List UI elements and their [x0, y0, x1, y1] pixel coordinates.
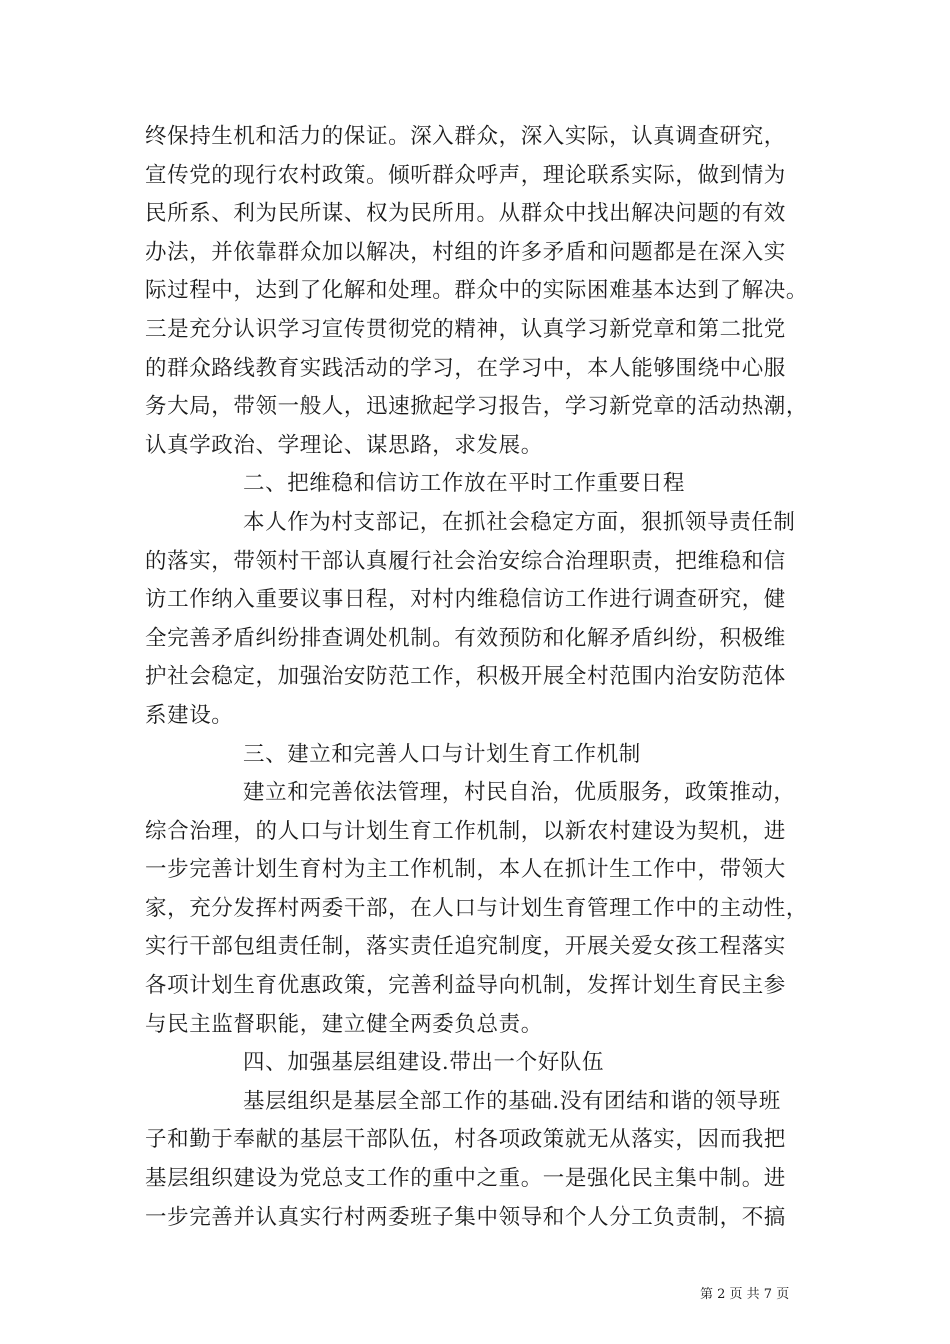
text-line: 各项计划生育优惠政策，完善利益导向机制，发挥计划生育民主参: [145, 973, 786, 999]
text-line: 全完善矛盾纠纷排查调处机制。有效预防和化解矛盾纠纷，积极维: [145, 625, 786, 651]
paragraph-first-line: 本人作为村支部记，在抓社会稳定方面，狠抓领导责任制: [243, 509, 796, 535]
text-line: 家，充分发挥村两委干部，在人口与计划生育管理工作中的主动性，: [145, 895, 809, 921]
paragraph-first-line: 基层组织是基层全部工作的基础.没有团结和谐的领导班: [243, 1088, 781, 1114]
text-line: 与民主监督职能，建立健全两委负总责。: [145, 1011, 543, 1037]
text-line: 一步完善计划生育村为主工作机制，本人在抓计生工作中，带领大: [145, 857, 786, 883]
text-line: 一步完善并认真实行村两委班子集中领导和个人分工负责制，不搞: [145, 1204, 786, 1230]
section-heading-4: 四、加强基层组建设.带出一个好队伍: [243, 1050, 605, 1076]
section-heading-3: 三、建立和完善人口与计划生育工作机制: [243, 741, 641, 767]
text-line: 的落实，带领村干部认真履行社会治安综合治理职责，把维稳和信: [145, 548, 786, 574]
text-line: 宣传党的现行农村政策。倾听群众呼声，理论联系实际，做到情为: [145, 162, 786, 188]
text-line: 民所系、利为民所谋、权为民所用。从群众中找出解决问题的有效: [145, 201, 786, 227]
text-line: 护社会稳定，加强治安防范工作，积极开展全村范围内治安防范体: [145, 664, 786, 690]
text-line: 的群众路线教育实践活动的学习，在学习中，本人能够围绕中心服: [145, 355, 786, 381]
text-line: 基层组织建设为党总支工作的重中之重。一是强化民主集中制。进: [145, 1166, 786, 1192]
page-number-footer: 第 2 页 共 7 页: [700, 1287, 790, 1302]
document-body: [145, 118, 835, 1237]
text-line: 实行干部包组责任制，落实责任追究制度，开展关爱女孩工程落实: [145, 934, 786, 960]
text-line: 综合治理，的人口与计划生育工作机制，以新农村建设为契机，进: [145, 818, 786, 844]
text-line: 认真学政治、学理论、谋思路，求发展。: [145, 432, 543, 458]
text-line: 办法，并依靠群众加以解决，村组的许多矛盾和问题都是在深入实: [145, 239, 786, 265]
text-line: 子和勤于奉献的基层干部队伍，村各项政策就无从落实，因而我把: [145, 1127, 786, 1153]
text-line: 访工作纳入重要议事日程，对村内维稳信访工作进行调查研究，健: [145, 587, 786, 613]
text-line: 际过程中，达到了化解和处理。群众中的实际困难基本达到了解决。: [145, 278, 809, 304]
text-line: 系建设。: [145, 702, 234, 728]
text-line: 终保持生机和活力的保证。深入群众，深入实际，认真调查研究，: [145, 124, 786, 149]
text-line: 务大局，带领一般人，迅速掀起学习报告，学习新党章的活动热潮，: [145, 394, 809, 420]
text-line: 三是充分认识学习宣传贯彻党的精神，认真学习新党章和第二批党: [145, 316, 786, 342]
paragraph-first-line: 建立和完善依法管理，村民自治，优质服务，政策推动，: [243, 780, 796, 806]
section-heading-2: 二、把维稳和信访工作放在平时工作重要日程: [243, 471, 686, 497]
